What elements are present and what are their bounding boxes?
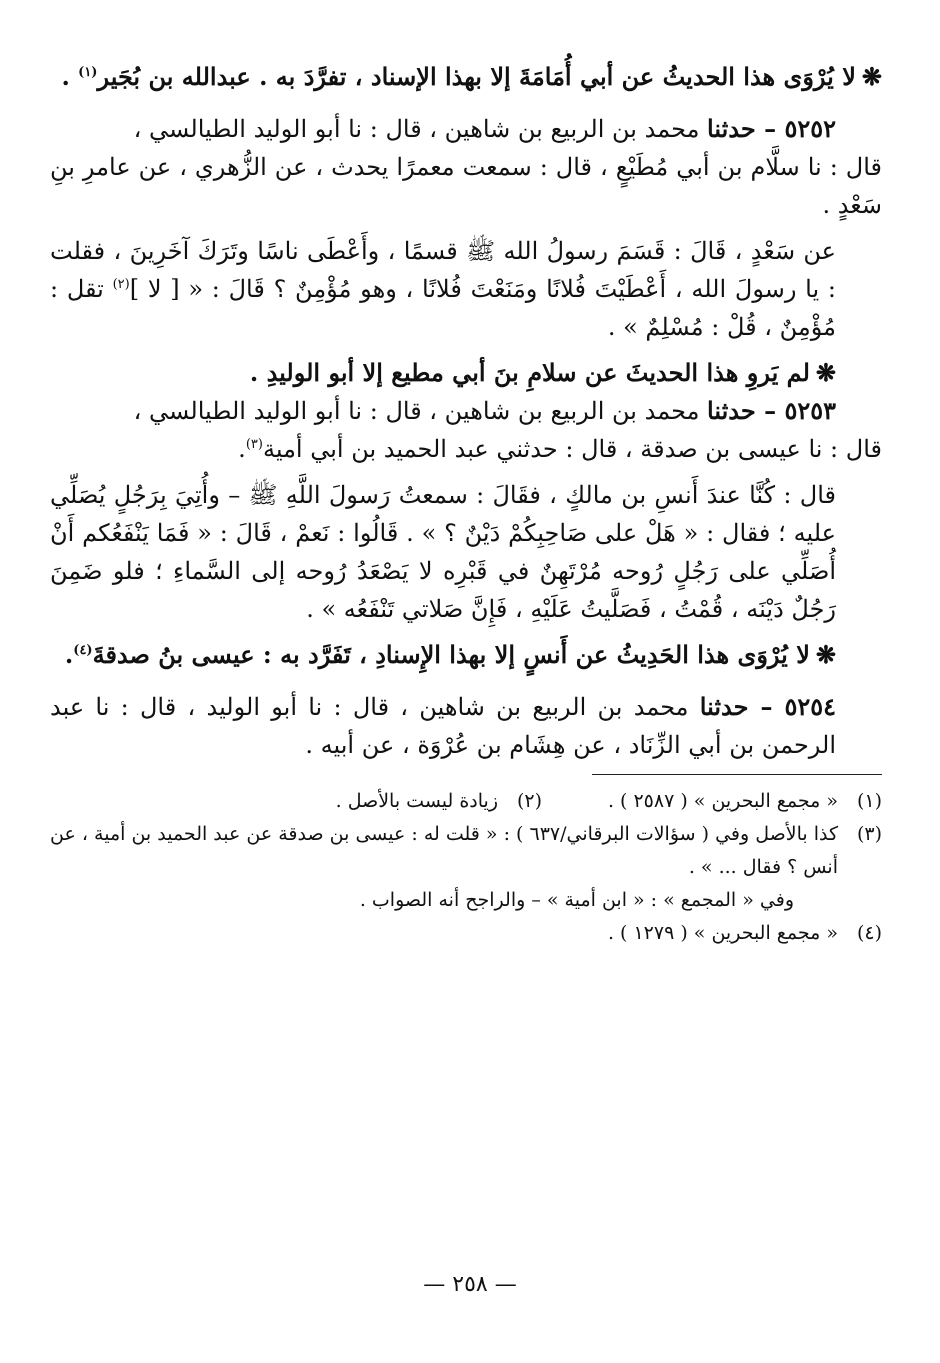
footnote-number: (٤)	[856, 922, 882, 944]
editor-note-3: ❋لا يُرْوَى هذا الحَدِيثُ عن أَنسٍ إلا بهذا الإِسنادِ ، تَفَرَّد به : عيسى بنُ صدقةَ$^{(٤)}$.	[50, 636, 882, 674]
hadith-5252-isnad: ٥٢٥٢ – حدثنا محمد بن الربيع بن شاهين ، قال : نا أبو الوليد الطيالسي ،	[133, 114, 836, 143]
hadith-5252-isnad-cont	[50, 148, 882, 224]
footnote-text: زيادة ليست بالأصل .	[335, 790, 498, 812]
isnad-line: محمد بن الربيع بن شاهين ، قال : نا أبو الوليد الطيالسي ،	[133, 397, 708, 425]
note-text: لم يَروِ هذا الحديثَ عن سلامِ بنَ أبي مطيع إلا أبو الوليدِ .	[249, 358, 810, 387]
hadith-5253-matn	[50, 476, 882, 628]
isnad-line: قال : نا سلَّام بن أبي مُطَيْعٍ ، قال : سمعت معمرًا يحدث ، عن الزُّهري ، عن عامرِ بنِ سَعْدٍ .	[50, 153, 882, 219]
star-ornament-icon: ❋	[861, 62, 882, 91]
footnote-text: « مجمع البحرين » ( ١٢٧٩ ) .	[607, 922, 838, 944]
footnote-text: وفي « المجمع » : « ابن أمية » – والراجح أنه الصواب .	[359, 889, 794, 911]
footnote-marker: (٣)	[245, 437, 263, 452]
hadith-5252-matn: عن سَعْدٍ ، قَالَ : قَسَمَ رسولُ الله ﷺ قسمًا ، وأَعْطَى ناسًا وتَرَكَ آخَرِينَ ، فقلت : يا رسولَ الله ، أَعْطَيْتَ فُلانًا ومَنَعْتَ فُلانًا ، وهو مُؤْمِنٌ ؟ قَالَ : « [ لا ]$^{(٢)}$ تقل : مُؤْمِنٌ ، قُلْ : مُسْلِمٌ » .	[50, 237, 837, 341]
hadith-5253-isnad-cont: قال : نا عيسى بن صدقة ، قال : حدثني عبد الحميد بن أبي أمية$^{(٣)}$.	[238, 435, 882, 463]
matn-text: عن سَعْدٍ ، قَالَ : قَسَمَ رسولُ الله ﷺ قسمًا ، وأَعْطَى ناسًا وتَرَكَ آخَرِينَ ، فقلت : يا رسولَ الله ، أَعْطَيْتَ فُلانًا ومَنَعْتَ فُلانًا ، وهو مُؤْمِنٌ ؟ قَالَ : « [ لا ]	[50, 237, 837, 303]
hadith-5253-isnad: ٥٢٥٣ – حدثنا محمد بن الربيع بن شاهين ، قال : نا أبو الوليد الطيالسي ،	[133, 396, 836, 425]
note-text: لا يُرْوَى هذا الحَدِيثُ عن أَنسٍ إلا بهذا الإِسنادِ ، تَفَرَّد به : عيسى بنُ صدقةَ	[92, 640, 810, 669]
footnote-row-4	[50, 917, 882, 950]
footnote-text: « مجمع البحرين » ( ٢٥٨٧ ) .	[607, 790, 838, 812]
hadith-number: ٥٢٥٤	[784, 692, 836, 721]
footnote-row-3	[50, 818, 882, 884]
editor-note-2	[50, 354, 882, 392]
hadith-number: ٥٢٥٣	[784, 396, 836, 425]
footnote-number: (١)	[856, 790, 882, 812]
footnote-row-1-2	[50, 785, 882, 818]
star-ornament-icon: ❋	[815, 640, 836, 669]
footnote-marker: (٤)	[73, 643, 93, 658]
star-ornament-icon: ❋	[815, 358, 836, 387]
isnad-line: محمد بن الربيع بن شاهين ، قال : نا أبو الوليد ، قال : نا عبد الرحمن بن أبي الزِّنَاد ، عن هِشَام بن عُرْوَة ، عن أبيه .	[50, 693, 836, 759]
footnotes	[50, 785, 882, 950]
page-number: — ٢٥٨ —	[423, 1272, 517, 1297]
footnote-row-3-cont	[50, 884, 882, 917]
matn-text: قال : كُنَّا عندَ أَنسِ بن مالكٍ ، فقَالَ : سمعتُ رَسولَ اللَّهِ ﷺ – وأُتِيَ بِرَجُلٍ يُصَلِّي عليه ؛ فقال : « هَلْ على صَاحِبِكُمْ دَيْنٌ ؟ » . قَالُوا : نَعمْ ، قَالَ : « فَمَا يَنْفَعُكم أَنْ أُصَلِّي على رَجُلٍ رُوحه مُرْتَهِنٌ في قَبْرِه لا يَصْعَدُ رُوحه إلى السَّماءِ ؛ فلو ضَمِنَ رَجُلٌ دَيْنَه ، قُمْتُ ، فَصَلَّيتُ عَلَيْهِ ، فَإِنَّ صَلاتي تَنْفَعُه » .	[50, 481, 837, 623]
isnad-line: قال : نا عيسى بن صدقة ، قال : حدثني عبد الحميد بن أبي أمية	[262, 435, 882, 463]
hadith-5254-isnad: ٥٢٥٤ – حدثنا محمد بن الربيع بن شاهين ، قال : نا أبو الوليد ، قال : نا عبد الرحمن بن أبي الزِّنَاد ، عن هِشَام بن عُرْوَة ، عن أبيه .	[50, 692, 836, 759]
haddathana-word: حدثنا	[699, 692, 749, 721]
footnote-text: كذا بالأصل وفي ( سؤالات البرقاني/٦٣٧ ) : « قلت له : عيسى بن صدقة عن عبد الحميد بن أمية ، عن أنس ؟ فقال ... » .	[50, 823, 838, 878]
haddathana-word: حدثنا	[707, 396, 756, 425]
footnote-divider	[592, 774, 882, 775]
footnote-number: (٣)	[856, 823, 882, 845]
footnote-marker: (١)	[78, 65, 98, 80]
note-text: لا يُرْوَى هذا الحديثُ عن أبي أُمَامَةَ إلا بهذا الإسناد ، تفرَّدَ به . عبدالله بن بُجَير	[97, 62, 856, 91]
footnote-number: (٢)	[516, 790, 542, 812]
editor-note-1: ❋لا يُرْوَى هذا الحديثُ عن أبي أُمَامَةَ إلا بهذا الإسناد ، تفرَّدَ به . عبدالله بن بُجَير$^{(١)}$ .	[50, 58, 882, 96]
footnote-marker: (٢)	[112, 277, 130, 292]
haddathana-word: حدثنا	[707, 114, 756, 143]
hadith-number: ٥٢٥٢	[784, 114, 836, 143]
isnad-line: محمد بن الربيع بن شاهين ، قال : نا أبو الوليد الطيالسي ،	[133, 115, 708, 143]
